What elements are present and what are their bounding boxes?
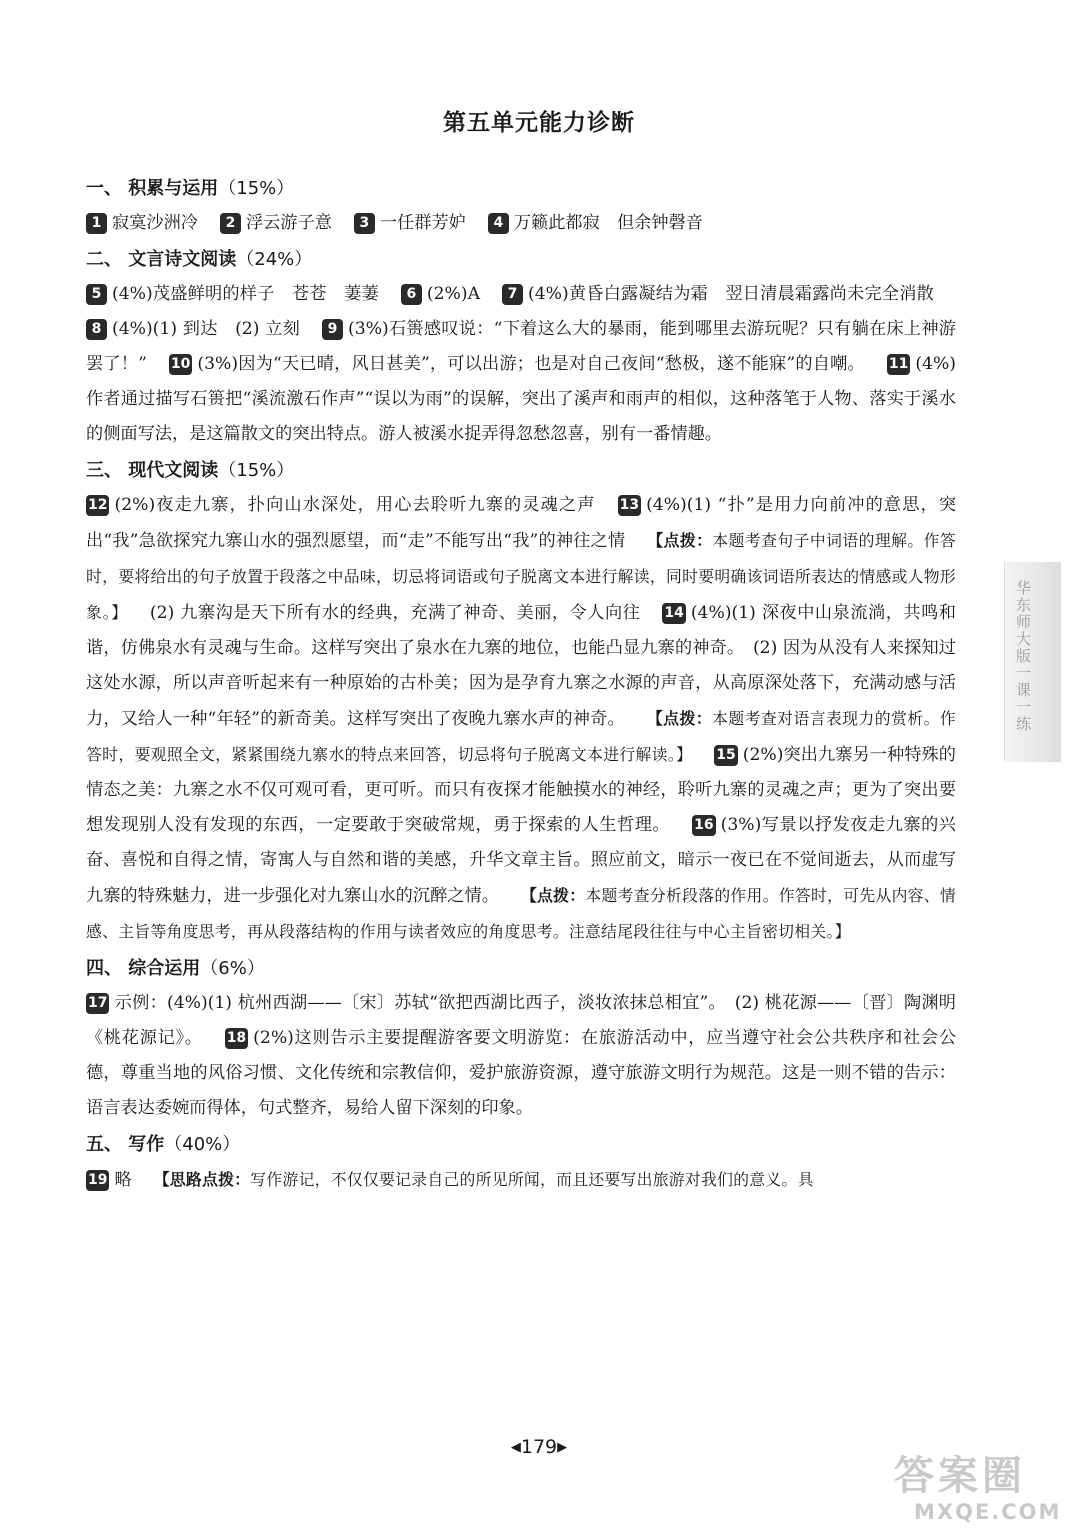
answer-5: (4%)茂盛鲜明的样子 苍苍 萋萋 [112, 284, 379, 304]
section-heading-2: 二、 文言诗文阅读（24%） [86, 249, 313, 270]
question-number-6: 6 [401, 284, 422, 305]
answer-19: 略 [114, 1170, 132, 1190]
question-number-14: 14 [662, 603, 685, 624]
section-5-answers [86, 1162, 956, 1198]
watermark-logo [894, 1452, 1072, 1530]
question-number-5: 5 [86, 284, 107, 305]
section-heading-3: 三、 现代文阅读（15%） [86, 460, 295, 481]
question-number-4: 4 [488, 213, 509, 234]
answer-8: (4%)(1) 到达 (2) 立刻 [112, 319, 301, 339]
question-number-15: 15 [714, 745, 737, 766]
section-2-answers [86, 277, 956, 452]
hint-13: 【点拨：本题考查句子中词语的理解。作答时，要将给出的句子放置于段落之中品味，切忌将词语或句子脱离文本进行解读，同时要明确该词语所表达的情感或人物形象。】 [86, 531, 956, 622]
answer-17: 示例：(4%)(1) 杭州西湖——〔宋〕苏轼“欲把西湖比西子，淡妆浓抹总相宜”。 (2) 桃花源——〔晋〕陶渊明《桃花源记》。 [86, 993, 956, 1048]
right-triangle-icon: ▶ [557, 1440, 568, 1455]
answer-12: (2%)夜走九寨，扑向山水深处，用心去聆听九寨的灵魂之声 [114, 495, 596, 515]
section-heading-5: 五、 写作（40%） [86, 1134, 241, 1155]
answer-9: (3%)石篑感叹说：“下着这么大的暴雨，能到哪里去游玩呢？只有躺在床上神游罢了！” [86, 319, 956, 374]
answer-14: (4%)(1) 深夜中山泉流淌，共鸣和谐，仿佛泉水有灵魂与生命。这样写突出了泉水在九寨的地位，也能凸显九寨的神奇。 (2) 因为从没有人来探知过这处水源，所以声音听起来有一种原始的古朴美；因为是孕育九寨之水源的声音，从高原深处落下，充满动感与活力，又给人一种“年轻”的新奇美。这样写突出了夜晚九寨水声的神奇。 [86, 603, 956, 729]
question-number-12: 12 [86, 495, 109, 516]
section-heading-1: 一、 积累与运用（15%） [86, 178, 295, 199]
page-number: ◀179▶ [510, 1436, 568, 1458]
section-heading-4: 四、 综合运用（6%） [86, 958, 265, 979]
question-number-13: 13 [618, 495, 641, 516]
question-number-8: 8 [86, 319, 107, 340]
section-4-answers [86, 986, 956, 1126]
answer-16: (3%)写景以抒发夜走九寨的兴奋、喜悦和自得之情，寄寓人与自然和谐的美感，升华文章主旨。照应前文，暗示一夜已在不觉间逝去，从而虚写九寨的特殊魅力，进一步强化对九寨山水的沉醉之情。 [86, 815, 956, 906]
answer-13-part-2: (2) 九寨沟是天下所有水的经典，充满了神奇、美丽，令人向往 [149, 603, 641, 623]
question-number-11: 11 [887, 354, 910, 375]
watermark-text: 答案圈 [894, 1453, 1026, 1499]
answer-3: 一任群芳妒 [379, 213, 466, 233]
side-tab-label: 华东师大版一课一练 [1014, 580, 1032, 733]
answer-10: (3%)因为“天已晴，风日甚美”，可以出游；也是对自己夜间“愁极，遂不能寐”的自嘲。 [197, 354, 865, 374]
question-number-16: 16 [692, 815, 715, 836]
question-number-3: 3 [354, 213, 375, 234]
section-3-answers [86, 488, 956, 950]
question-number-10: 10 [169, 354, 192, 375]
answer-13-part-1: (4%)(1) “扑”是用力向前冲的意思，突出“我”急欲探究九寨山水的强烈愿望，而“走”不能写出“我”的神往之情 [86, 495, 957, 551]
question-number-9: 9 [322, 319, 343, 340]
answer-1: 寂寞沙洲冷 [112, 213, 198, 233]
hint-14: 【点拨：本题考查对语言表现力的赏析。作答时，要观照全文，紧紧围绕九寨水的特点来回答，切忌将句子脱离文本进行解读。】 [86, 709, 956, 764]
hint-19: 【思路点拨：写作游记，不仅仅要记录自己的所见所闻，而且还要写出旅游对我们的意义。具 [153, 1170, 814, 1189]
question-number-1: 1 [86, 213, 107, 234]
answer-6: (2%)A [426, 284, 480, 304]
answer-11: (4%)作者通过描写石篑把“溪流激石作声”“误以为雨”的误解，突出了溪声和雨声的相似，这种落笔于人物、落实于溪水的侧面写法，是这篇散文的突出特点。游人被溪水捉弄得忽愁忽喜，别有一番情趣。 [86, 354, 956, 444]
page-title: 第五单元能力诊断 [443, 110, 635, 136]
left-triangle-icon: ◀ [510, 1440, 521, 1455]
answer-15: (2%)突出九寨另一种特殊的情态之美：九寨之水不仅可观可看，更可听。而只有夜探才能触摸水的神经，聆听九寨的灵魂之声；更为了突出要想发现别人没有发现的东西，一定要敢于突破常规，勇于探索的人生哲理。 [86, 745, 956, 835]
watermark-url: MXQE.COM [914, 1500, 1062, 1524]
question-number-19: 19 [86, 1170, 109, 1191]
answer-18: (2%)这则告示主要提醒游客要文明游览：在旅游活动中，应当遵守社会公共秩序和社会公德，尊重当地的风俗习惯、文化传统和宗教信仰，爱护旅游资源，遵守旅游文明行为规范。这是一则不错的告示：语言表达委婉而得体，句式整齐，易给人留下深刻的印象。 [86, 1028, 957, 1118]
answer-2: 浮云游子意 [245, 213, 332, 233]
hint-16: 【点拨：本题考查分析段落的作用。作答时，可先从内容、情感、主旨等角度思考，再从段落结构的作用与读者效应的角度思考。注意结尾段往往与中心主旨密切相关。】 [86, 886, 957, 941]
answer-7: (4%)黄昏白露凝结为霜 翌日清晨霜露尚未完全消散 [528, 284, 934, 304]
question-number-7: 7 [502, 284, 523, 305]
answer-content [86, 172, 956, 1200]
question-number-2: 2 [220, 213, 241, 234]
section-1-answers [86, 206, 956, 241]
question-number-17: 17 [86, 993, 109, 1014]
answer-4: 万籁此都寂 但余钟磬音 [513, 213, 703, 233]
question-number-18: 18 [225, 1028, 248, 1049]
